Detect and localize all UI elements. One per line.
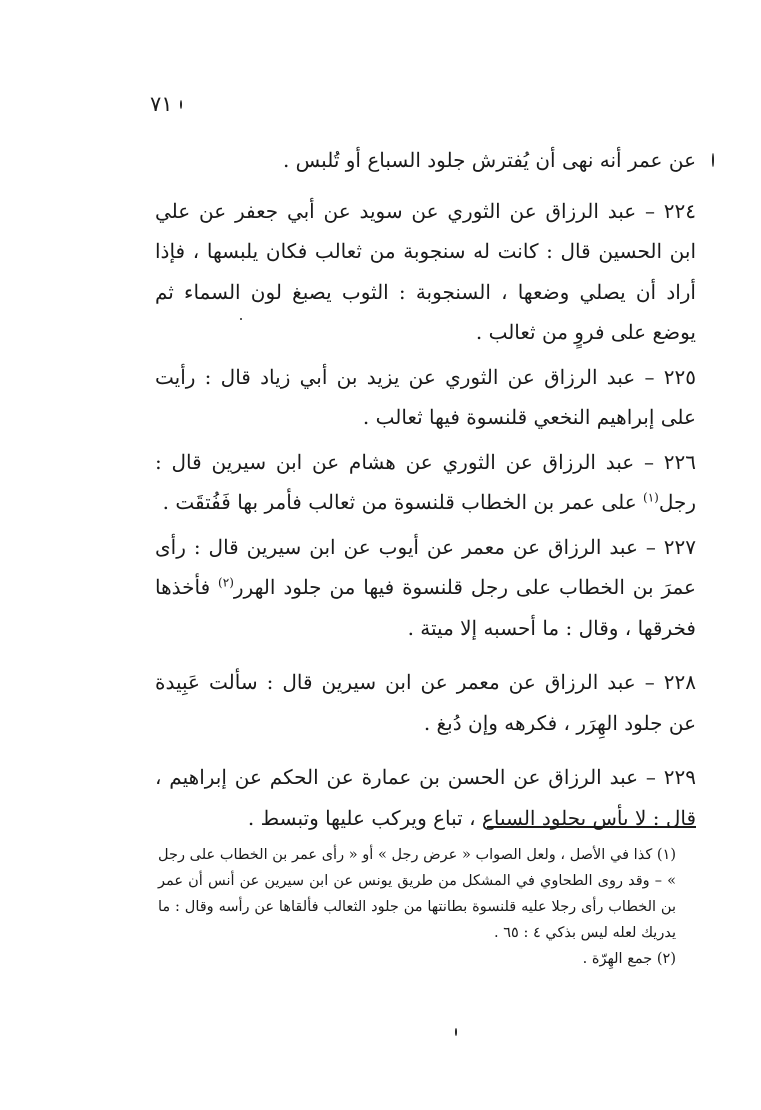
footnote-2 (158, 946, 696, 972)
footnote-line: (١) كذا في الأصل ، ولعل الصواب « عرض رجل » أو « رأى عمر بن الخطاب (219, 847, 677, 863)
entry-227 (155, 527, 696, 649)
text-line: ابن الحسين قال : كانت له سنجوبة من ثعالب فكان يلبسها ، فإذا أراد (155, 239, 696, 304)
footnote-line: أن عمر بن الخطاب رأى رجلا عليه قلنسوة بطانتها من جلود الثعالب فألقاها عن رأسه (158, 873, 676, 915)
entry-228 (155, 662, 696, 743)
text-line: ٢٢٦ – عبد الرزاق عن الثوري عن هشام عن ابن سيرين قال : (155, 449, 696, 474)
text-line: ٢٢٧ – عبد الرزاق عن معمر عن أيوب عن ابن سيرين قال : (193, 534, 697, 559)
footnote-divider (487, 826, 696, 828)
entry-continuation (155, 140, 696, 181)
scan-speck (712, 153, 714, 167)
text-line: على عمر بن الخطاب قلنسوة من ثعالب فأمر بها فَفُتقَت . (162, 490, 637, 514)
text-line: رأى عمرَ بن الخطاب على رجل قلنسوة فيها من جلود الهرر (155, 534, 696, 599)
footnote-1 (158, 842, 696, 946)
text-line: رجل (658, 490, 696, 514)
scan-speck (240, 318, 242, 320)
text-line: أن يصلي وضعها ، السنجوبة : الثوب يصبغ لون السماء ثم يوضع على (155, 279, 696, 344)
text-line: عن عمر أنه نهى أن يُفترش جلود السباع أو تُلبس . (282, 148, 696, 172)
text-line: فأخذها (155, 575, 211, 599)
text-line: ٢٢٤ – عبد الرزاق عن الثوري عن سويد عن أبي جعفر عن علي (155, 198, 696, 223)
text-line: قال : لا بأس بجلود السباع ، تباع ويركب عليها وتبسط . (247, 805, 696, 830)
footnote-line: وقال : ما يدريك لعله ليس بذكي ٤ : ٦٥ . (158, 899, 676, 941)
footnote-ref-1: (١) (643, 490, 659, 505)
text-line: فروٍ من ثعالب . (475, 320, 605, 344)
scan-speck (180, 100, 182, 109)
text-line: فخرقها ، وقال : ما أحسبه إلا ميتة . (407, 615, 696, 640)
footnote-line: (٢) جمع الهِرّة . (582, 951, 676, 967)
main-text (155, 140, 696, 838)
footnote-ref-2: (٢) (218, 575, 234, 590)
entry-225 (155, 357, 696, 438)
footnotes (158, 842, 696, 972)
text-line: ٢٢٩ – عبد الرزاق عن الحسن بن عمارة عن الحكم عن إبراهيم ، (155, 765, 696, 789)
text-line: على إبراهيم النخعي قلنسوة فيها ثعالب . (362, 405, 696, 429)
entry-224 (155, 191, 696, 353)
footnote-line: على رجل » – وقد روى الطحاوي في المشكل من طريق يونس عن ابن سيرين عن أنس (158, 847, 676, 889)
text-line: عن جلود الهِرَر ، فكرهه وإن دُبغ . (423, 710, 696, 735)
scan-speck (455, 1028, 457, 1036)
entry-226 (155, 442, 696, 523)
text-line: ٢٢٥ – عبد الرزاق عن الثوري عن يزيد بن أبي زياد قال : رأيت (155, 364, 696, 389)
text-line: ٢٢٨ – عبد الرزاق عن معمر عن ابن سيرين قال : سألت عَبِيدة (155, 670, 696, 694)
page-number: ٧١ (150, 92, 173, 116)
